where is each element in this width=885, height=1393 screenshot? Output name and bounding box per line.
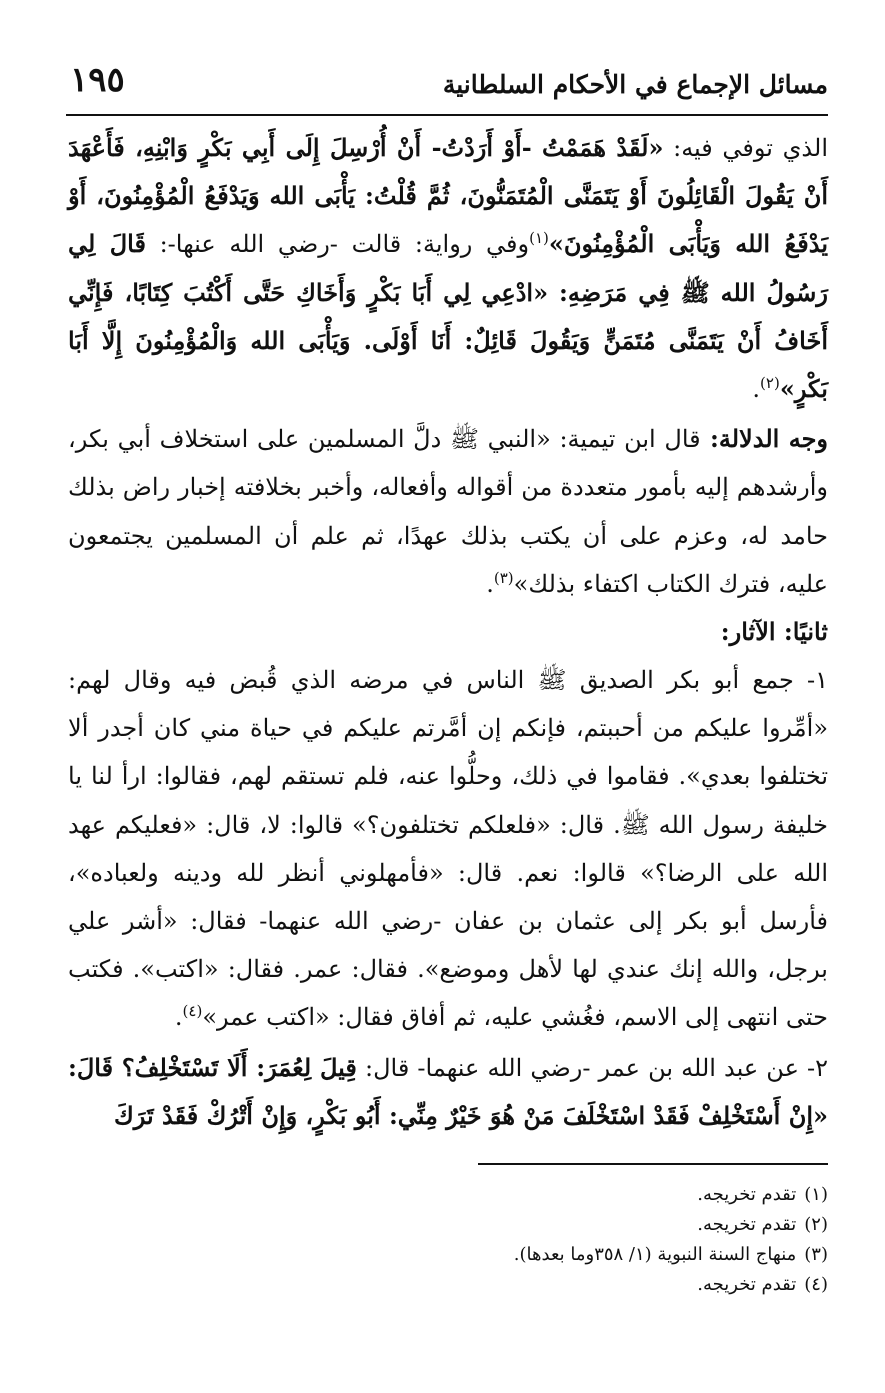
- footnote-ref: (٢): [760, 374, 780, 393]
- paragraph-athar-2: [68, 1044, 828, 1140]
- paragraph-evidence: [68, 415, 828, 608]
- paragraph-text: ١- جمع أبو بكر الصديق ﷺ الناس في مرضه الذي قُبض فيه وقال لهم: «أمِّروا عليكم من أحببتم، فإنكم إن أمَّرتم عليكم في حياة مني كان أجدر ألا تختلفوا بعدي». فقاموا في ذلك، وحلُّوا عنه، فلم تستقم لهم، فقالوا: ارأ لنا يا خليفة رسول الله ﷺ. قال: «فلعلكم تختلفون؟» قالوا: لا، قال: «فعليكم عهد الله على الرضا؟» قالوا: نعم. قال: «فأمهلوني أنظر لله ودينه ولعباده»، فأرسل أبو بكر إلى عثمان بن عفان -رضي الله عنهما- فقال: «أشر علي برجل، والله إنك عندي لها لأهل وموضع». فقال: عمر. فقال: «اكتب». فكتب حتى انتهى إلى الاسم، فغُشي عليه، ثم أفاق فقال: «اكتب عمر»: [68, 666, 829, 1032]
- hadith-quote: قَالَ لِي رَسُولُ الله ﷺ فِي مَرَضِهِ: «ادْعِي لِي أَبَا بَكْرٍ وَأَخَاكِ حَتَّى أَكْتُبَ كِتَابًا، فَإِنِّي أَخَافُ أَنْ يَتَمَنَّى مُتَمَنٍّ وَيَقُولَ قَائِلٌ: أَنَا أَوْلَى. وَيَأْبَى الله وَالْمُؤْمِنُونَ إِلَّا أَبَا بَكْرٍ»: [68, 229, 829, 404]
- main-text: [68, 124, 828, 1140]
- footnote: [328, 1240, 828, 1270]
- footnote-number: (٣): [804, 1244, 828, 1265]
- hadith-quote: قِيلَ لِعُمَرَ: أَلَا تَسْتَخْلِفُ؟ قَالَ: «إِنْ أَسْتَخْلِفْ فَقَدْ اسْتَخْلَفَ مَنْ هُوَ خَيْرٌ مِنِّي: أَبُو بَكْرٍ، وَإِنْ أَتْرُكْ فَقَدْ تَرَكَ: [68, 1052, 828, 1130]
- evidence-label: وجه الدلالة:: [700, 424, 828, 454]
- paragraph-hadith: [68, 124, 828, 413]
- footnote: [328, 1270, 828, 1300]
- page-number: ١٩٥: [70, 60, 125, 100]
- footnote-ref: (١): [529, 229, 549, 248]
- footnote-text: تقدم تخريجه.: [697, 1184, 797, 1205]
- footnote-number: (٤): [804, 1274, 828, 1295]
- paragraph-text: .: [752, 375, 761, 404]
- paragraph-text: .: [174, 1003, 183, 1032]
- footnote: [328, 1180, 828, 1210]
- hadith-quote: «لَقَدْ هَمَمْتُ -أَوْ أَرَدْتُ- أَنْ أُرْسِلَ إِلَى أَبِي بَكْرٍ وَابْنِهِ، فَأَعْهَدَ أَنْ يَقُولَ الْقَائِلُونَ أَوْ يَتَمَنَّى الْمُتَمَنُّونَ، ثُمَّ قُلْتُ: يَأْبَى الله وَيَدْفَعُ الْمُؤْمِنُونَ، أَوْ يَدْفَعُ الله وَيَأْبَى الْمُؤْمِنُونَ»: [68, 133, 828, 259]
- paragraph-text: .: [486, 569, 494, 598]
- footnote-rule: [478, 1163, 828, 1165]
- footnote-ref: (٣): [493, 568, 514, 587]
- footnote-text: تقدم تخريجه.: [697, 1274, 797, 1295]
- footnote-text: منهاج السنة النبوية (١/ ٣٥٨وما بعدها).: [513, 1244, 797, 1265]
- running-title: مسائل الإجماع في الأحكام السلطانية: [442, 70, 828, 99]
- footnote: [328, 1210, 828, 1240]
- paragraph-text: قال ابن تيمية: «النبي ﷺ دلَّ المسلمين على استخلاف أبي بكر، وأرشدهم إليه بأمور متعددة من أقواله وأفعاله، وأخبر بخلافته إخبار راض بذلك حامد له، وعزم على أن يكتب بذلك عهدًا، ثم علم أن المسلمين يجتمعون عليه، فترك الكتاب اكتفاء بذلك»: [68, 425, 828, 598]
- footnote-number: (٢): [804, 1214, 828, 1235]
- page-header: [66, 56, 828, 114]
- paragraph-text: الذي توفي فيه:: [663, 134, 828, 162]
- section-heading: ثانيًا: الآثار:: [720, 617, 828, 647]
- footnotes: [328, 1180, 828, 1300]
- footnote-number: (١): [804, 1184, 828, 1205]
- paragraph-text: ٢- عن عبد الله بن عمر -رضي الله عنهما- قال:: [356, 1053, 829, 1082]
- paragraph-text: وفي رواية: قالت -رضي الله عنها-:: [145, 230, 530, 259]
- header-rule: [66, 114, 828, 116]
- paragraph-athar-1: [68, 656, 828, 1042]
- footnote-text: تقدم تخريجه.: [697, 1214, 797, 1235]
- footnote-ref: (٤): [182, 1002, 203, 1021]
